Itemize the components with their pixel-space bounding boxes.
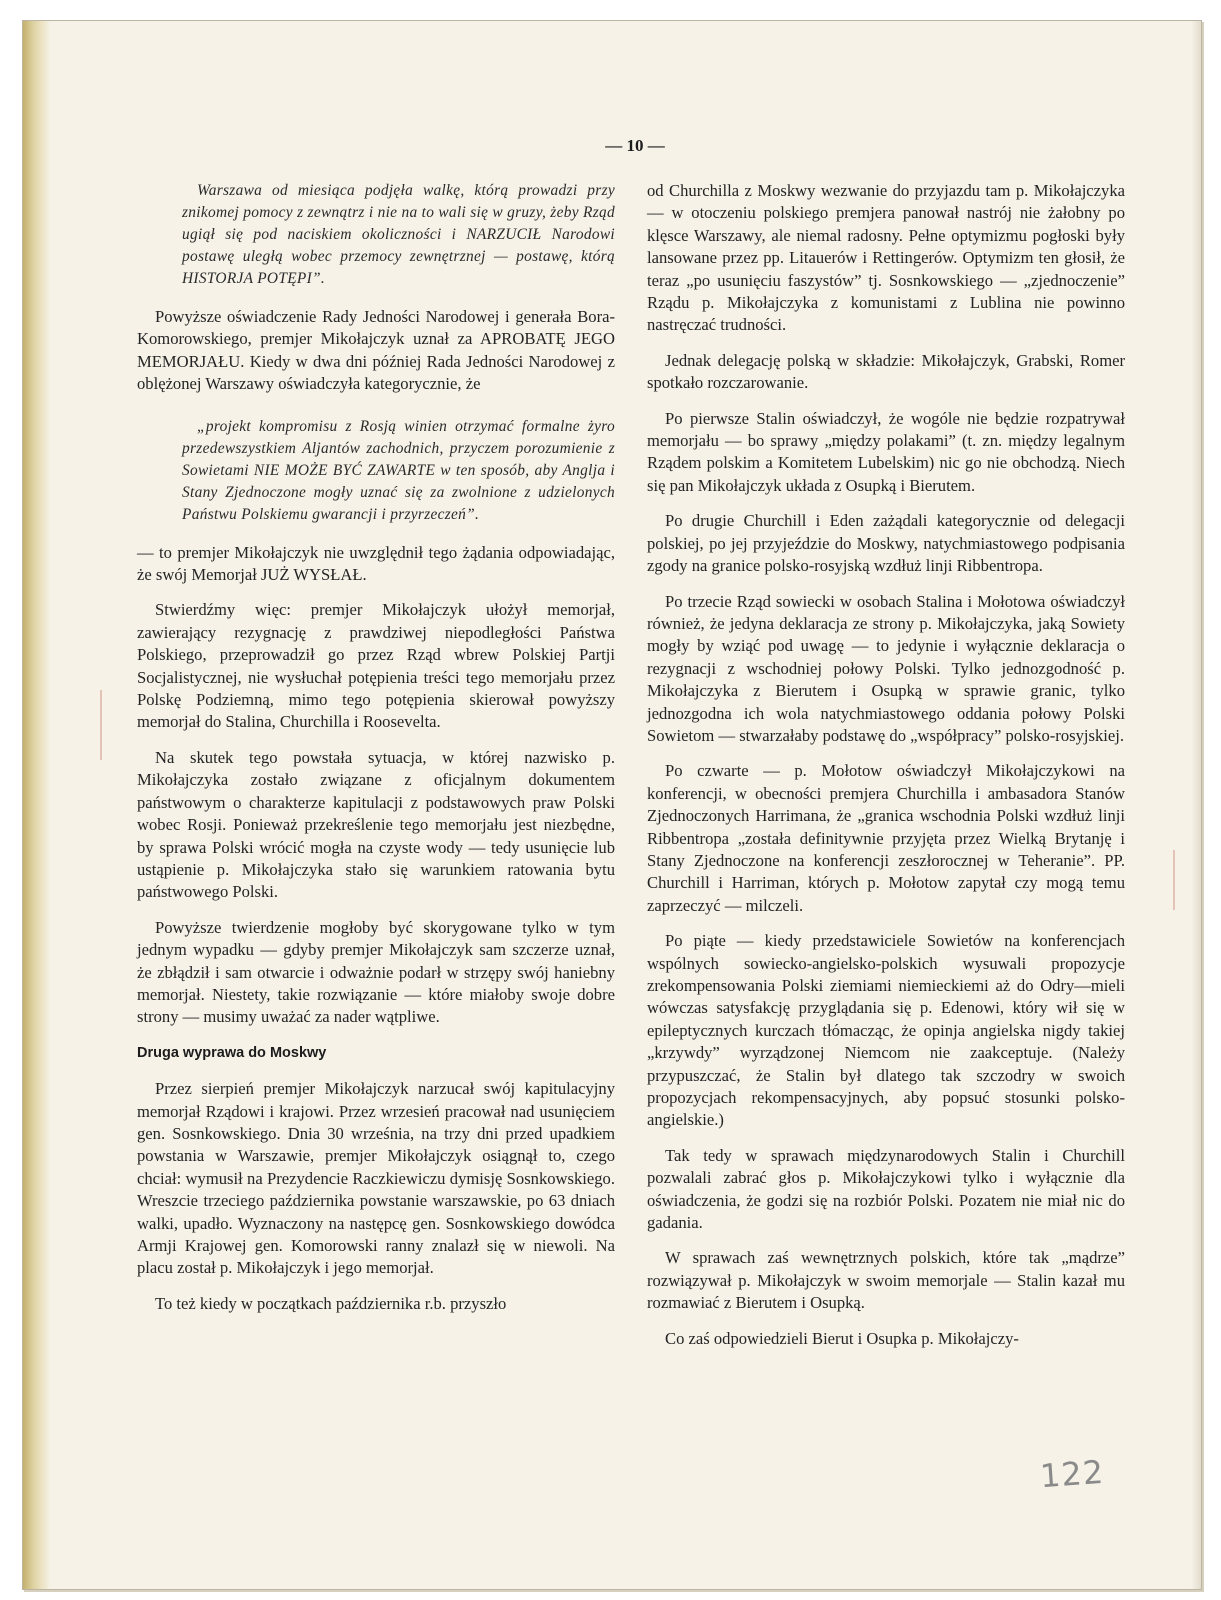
page-number: — 10 — [605,136,665,155]
paragraph: To też kiedy w początkach października r.b. przyszło [155,1293,507,1313]
quote-block: Warszawa od miesiąca podjęła walkę, którą prowadzi przy znikomej pomocy z zewnątrz i nie na to wali się w gruzy, żeby Rząd ugiął się pod naciskiem okoliczności i NARZUCIŁ Narodowi postawę uległą wobec przemocy zewnętrznej — postawę, którą HISTORJA POTĘPI”. [182,182,615,287]
paragraph: Po czwarte — p. Mołotow oświadczył Mikołajczykowi na konferencji, w obecności premjera Churchilla i ambasadora Stanów Zjednoczonych Harrimana, że „granica wschodnia Polski wzdłuż linji Ribbentropa „została definitywnie przyjęta przez Wielką Brytanję i Stany Zjednoczone na konferencji zeszłorocznej w Teheranie”. PP. Churchill i Harriman, których p. Mołotow zapytał czy mogą temu zaprzeczyć — milczeli. [647,761,1125,915]
paragraph: Po trzecie Rząd sowiecki w osobach Stalina i Mołotowa oświadczył również, że jedyna deklaracja ze strony p. Mikołajczyka, jaką Sowiety mogły by wziąć pod uwagę — to jedynie i wyłącznie deklaracja o rezygnacji z wschodniej połowy Polski. Tylko jednozgodność p. Mikołajczyka z Bierutem i Osupką w sprawie granic, tylko jednozgodna ich wola natychmiastowego oddania połowy Polski Sowietom — stwarzałaby podstawę do „współpracy” polsko-rosyjskiej. [647,591,1125,745]
paragraph: Tak tedy w sprawach międzynarodowych Stalin i Churchill pozwalali zabrać głos p. Mikołajczykowi tylko i wyłącznie dla oświadczenia, że godzi się na rozbiór Polski. Pozatem nie miał nic do gadania. [647,1145,1125,1233]
paragraph: Po piąte — kiedy przedstawiciele Sowietów na konferencjach wspólnych sowiecko-angielsko-polskich wysuwali propozycje zrekompensowania Polski ziemiami niemieckiemi aż do Odry—mieli wówczas satysfakcję przyglądania się p. Edenowi, który wił się w epileptycznych kurczach tłómacząc, że opinja angielska nigdy takiej „krzywdy” wyrządzonej Niemcom nie zaakceptuje. (Należy przypuszczać, że Stalin był dlatego tak szczodry w swoich propozycjach rekompensacyjnych, aby popsuć stosunki polsko-angielskie.) [647,931,1125,1130]
paragraph: Stwierdźmy więc: premjer Mikołajczyk ułożył memorjał, zawierający rezygnację z prawdziwej niepodległości Państwa Polskiego, przeprowadził go przez Rząd wbrew Polskiej Partji Socjalistycznej, nie wysłuchał potępienia treści tego memorjału przez Polskę Podziemną, mimo tego potępienia skierował powyższy memorjał do Stalina, Churchilla i Roosevelta. [137,600,615,732]
paragraph: Przez sierpień premjer Mikołajczyk narzucał swój kapitulacyjny memorjał Rządowi i krajowi. Przez wrzesień pracował nad usunięciem gen. Sosnkowskiego. Dnia 30 września, na trzy dni przed upadkiem powstania w Warszawie, premjer Mikołajczyk osiągnął to, czego chciał: wymusił na Prezydencie Raczkiewiczu dymisję Sosnkowskiego. Wreszcie trzeciego października powstanie warszawskie, po 63 dniach walki, upadło. Wyznaczony na następcę gen. Sosnkowskiego dowódca Armji Krajowej gen. Komorowski ranny znalazł się w niewoli. Na placu został p. Mikołajczyk i jego memorjał. [137,1079,615,1278]
paragraph: — to premjer Mikołajczyk nie uwzględnił tego żądania odpowiadając, że swój Memorjał JUŻ WYSŁAŁ. [137,542,615,585]
right-column [647,180,1125,1363]
paragraph: Powyższe oświadczenie Rady Jedności Narodowej i generała Bora-Komorowskiego, premjer Mikołajczyk uznał za APROBATĘ JEGO MEMORJAŁU. Kiedy w dwa dni później Rada Jedności Narodowej z oblężonej Warszawy oświadczyła kategorycznie, że [137,307,615,394]
paragraph: Po drugie Churchill i Eden zażądali kategorycznie od delegacji polskiej, po jej przyjeździe do Moskwy, natychmiastowego podpisania zgody na granice polsko-rosyjską wzdłuż linji Ribbentropa. [647,511,1125,576]
paragraph: od Churchilla z Moskwy wezwanie do przyjazdu tam p. Mikołajczyka — w otoczeniu polskiego premjera panował nastrój nie żałobny po klęsce Warszawy, ale niemal radosny. Pełne optymizmu pogłoski były lansowane przez pp. Litauerów i Rettingerów. Optymizm ten głosił, że teraz „po usunięciu faszystów” tj. Sosnkowskiego — „zjednoczenie” Rządu p. Mikołajczyka z komunistami z Lublina nie powinno nastręczać trudności. [647,181,1125,335]
paragraph: Na skutek tego powstała sytuacja, w której nazwisko p. Mikołajczyka zostało związane z oficjalnym dokumentem państwowym o charakterze kapitulacji z podstawowych praw Polski wobec Rosji. Ponieważ przekreślenie tego memorjału jest niezbędne, by sprawa Polski wrócić mogła na czyste wody — tedy usunięcie lub ustąpienie p. Mikołajczyka stało się warunkiem ratowania bytu państwowego Polski. [137,747,615,902]
left-column [137,180,615,1328]
section-heading: Druga wyprawa do Moskwy [137,1044,327,1061]
paragraph: Co zaś odpowiedzieli Bierut i Osupka p. Mikołajczy- [665,1328,1019,1348]
page-right-edge [1191,21,1201,1589]
handwritten-page-number: 122 [1038,1452,1106,1496]
margin-pencil-mark [1173,850,1175,910]
paragraph: Powyższe twierdzenie mogłoby być skorygowane tylko w tym jednym wypadku — gdyby premjer Mikołajczyk sam szczerze uznał, że zbłądził i sam otwarcie i odważnie podarł w strzępy swój haniebny memorjał. Niestety, takie rozwiązanie — które miałoby swoje dobre strony — musimy uważać za nader wątpliwe. [137,917,615,1027]
margin-pencil-mark [100,690,102,760]
quote-block: „projekt kompromisu z Rosją winien otrzymać formalne żyro przedewszystkiem Aljantów zachodnich, przyczem porozumienie z Sowietami NIE MOŻE BYĆ ZAWARTE w ten sposób, aby Anglja i Stany Zjednoczone mogły uznać się za zwolnione z udzielonych Państwu Polskiemu gwarancji i przyrzeczeń”. [182,417,615,523]
paragraph: Jednak delegację polską w składzie: Mikołajczyk, Grabski, Romer spotkało rozczarowanie. [647,350,1125,393]
paragraph: Po pierwsze Stalin oświadczył, że wogóle nie będzie rozpatrywał memorjału — bo sprawy „między polakami” (t. zn. między legalnym Rządem polskim a Komitetem Lubelskim) nic go nie obchodzą. Niech się pan Mikołajczyk układa z Osupką i Bierutem. [647,408,1125,495]
page-binding-edge [23,21,51,1589]
paragraph: W sprawach zaś wewnętrznych polskich, które tak „mądrze” rozwiązywał p. Mikołajczyk w swoim memorjale — Stalin kazał mu rozmawiać z Bierutem i Osupką. [647,1248,1125,1313]
